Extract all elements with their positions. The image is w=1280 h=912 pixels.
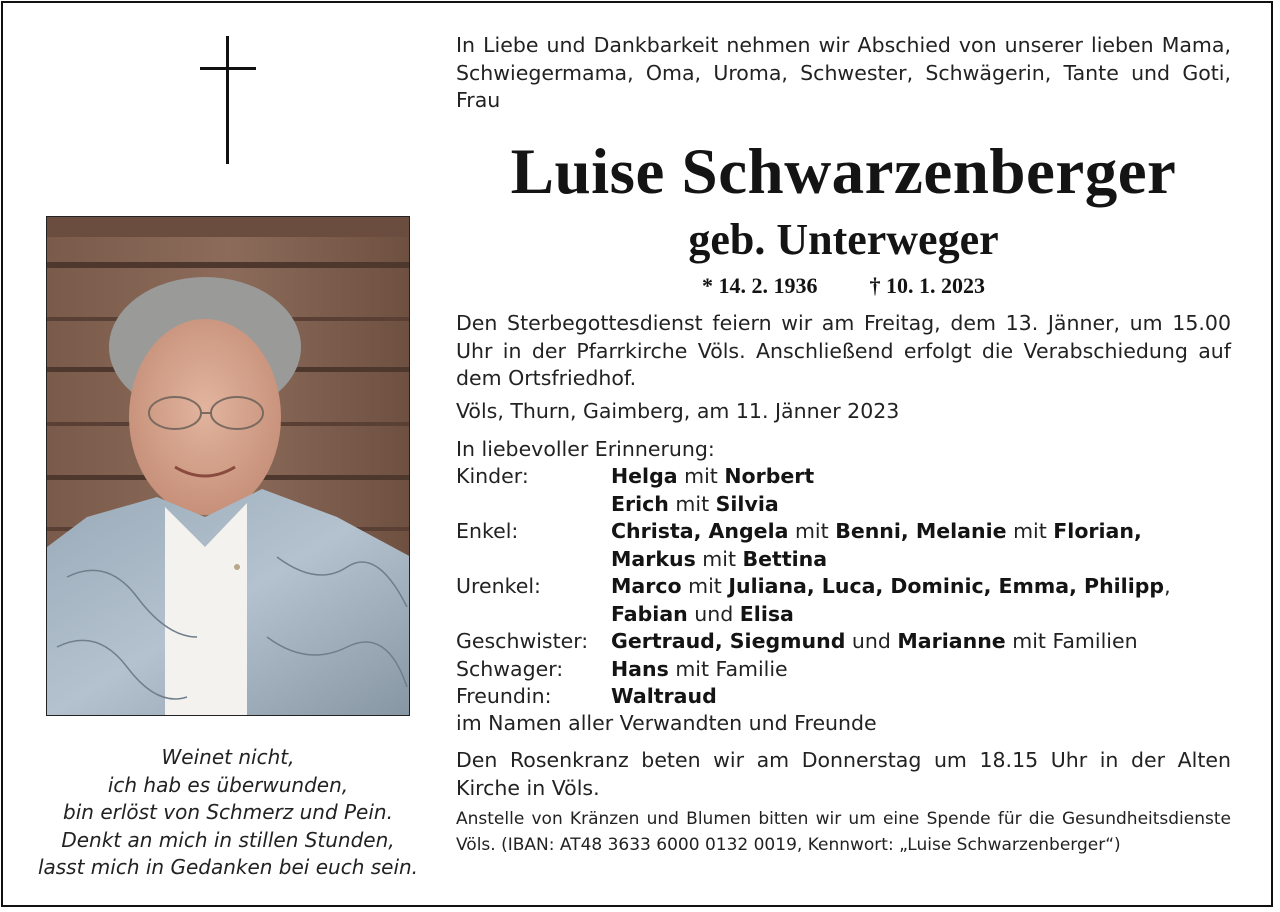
- poem-line: bin erlöst von Schmerz und Pein.: [63, 800, 393, 824]
- cross-icon: [200, 36, 256, 164]
- poem-line: Denkt an mich in stillen Stunden,: [61, 827, 395, 852]
- life-dates: [456, 272, 1231, 300]
- family-row-enkel-2: Markus mit Bettina: [611, 546, 828, 571]
- donation-text: Anstelle von Kränzen und Blumen bitten wir um eine Spende für die Gesundheitsdienste Völs. (IBAN: AT48 3633 6000 0132 0019, Kennwort: „Luise Schwarzenberger“): [456, 809, 1231, 855]
- family-row-enkel: Enkel: Christa, Angela mit Benni, Melanie mit Florian,: [456, 519, 1142, 543]
- poem: [10, 744, 446, 882]
- family-row-urenkel: Urenkel: Marco mit Juliana, Luca, Dominic, Emma, Philipp,: [456, 574, 1171, 598]
- rosary-text: Den Rosenkranz beten wir am Donnerstag um 18.15 Uhr in der Alten Kirche in Völs.: [456, 748, 1231, 800]
- memory-label: In liebevoller Erinnerung:: [456, 437, 715, 461]
- death-date: † 10. 1. 2023: [869, 273, 985, 298]
- family-row-kinder-2: Erich mit Silvia: [611, 491, 779, 516]
- family-row-urenkel-2: Fabian und Elisa: [611, 601, 794, 626]
- birth-date: * 14. 2. 1936: [702, 273, 818, 298]
- family-row-kinder: Kinder: Helga mit Norbert: [456, 464, 815, 488]
- service-text: Den Sterbegottesdienst feiern wir am Freitag, dem 13. Jänner, um 15.00 Uhr in der Pfarrkirche Völs. Anschließend erfolgt die Verabschiedung auf dem Ortsfriedhof.: [456, 311, 1231, 390]
- closing-line: im Namen aller Verwandten und Freunde: [456, 711, 877, 735]
- maiden-name: geb. Unterweger: [688, 215, 999, 264]
- poem-line: lasst mich in Gedanken bei euch sein.: [37, 855, 419, 879]
- portrait-photo: [46, 216, 410, 716]
- family-row-freundin: Freundin: Waltraud: [456, 684, 717, 708]
- poem-line: ich hab es überwunden,: [107, 772, 349, 797]
- intro-text: In Liebe und Dankbarkeit nehmen wir Abschied von unserer lieben Mama, Schwiegermama, Oma, Uroma, Schwester, Schwägerin, Tante und Goti, Frau: [456, 33, 1231, 112]
- place-date: Völs, Thurn, Gaimberg, am 11. Jänner 2023: [456, 399, 900, 423]
- family-row-geschwister: Geschwister: Gertraud, Siegmund und Marianne mit Familien: [456, 629, 1138, 653]
- family-list: [456, 463, 1236, 711]
- deceased-name: Luise Schwarzenberger: [510, 136, 1177, 208]
- poem-line: Weinet nicht,: [161, 745, 295, 769]
- family-row-schwager: Schwager: Hans mit Familie: [456, 656, 788, 681]
